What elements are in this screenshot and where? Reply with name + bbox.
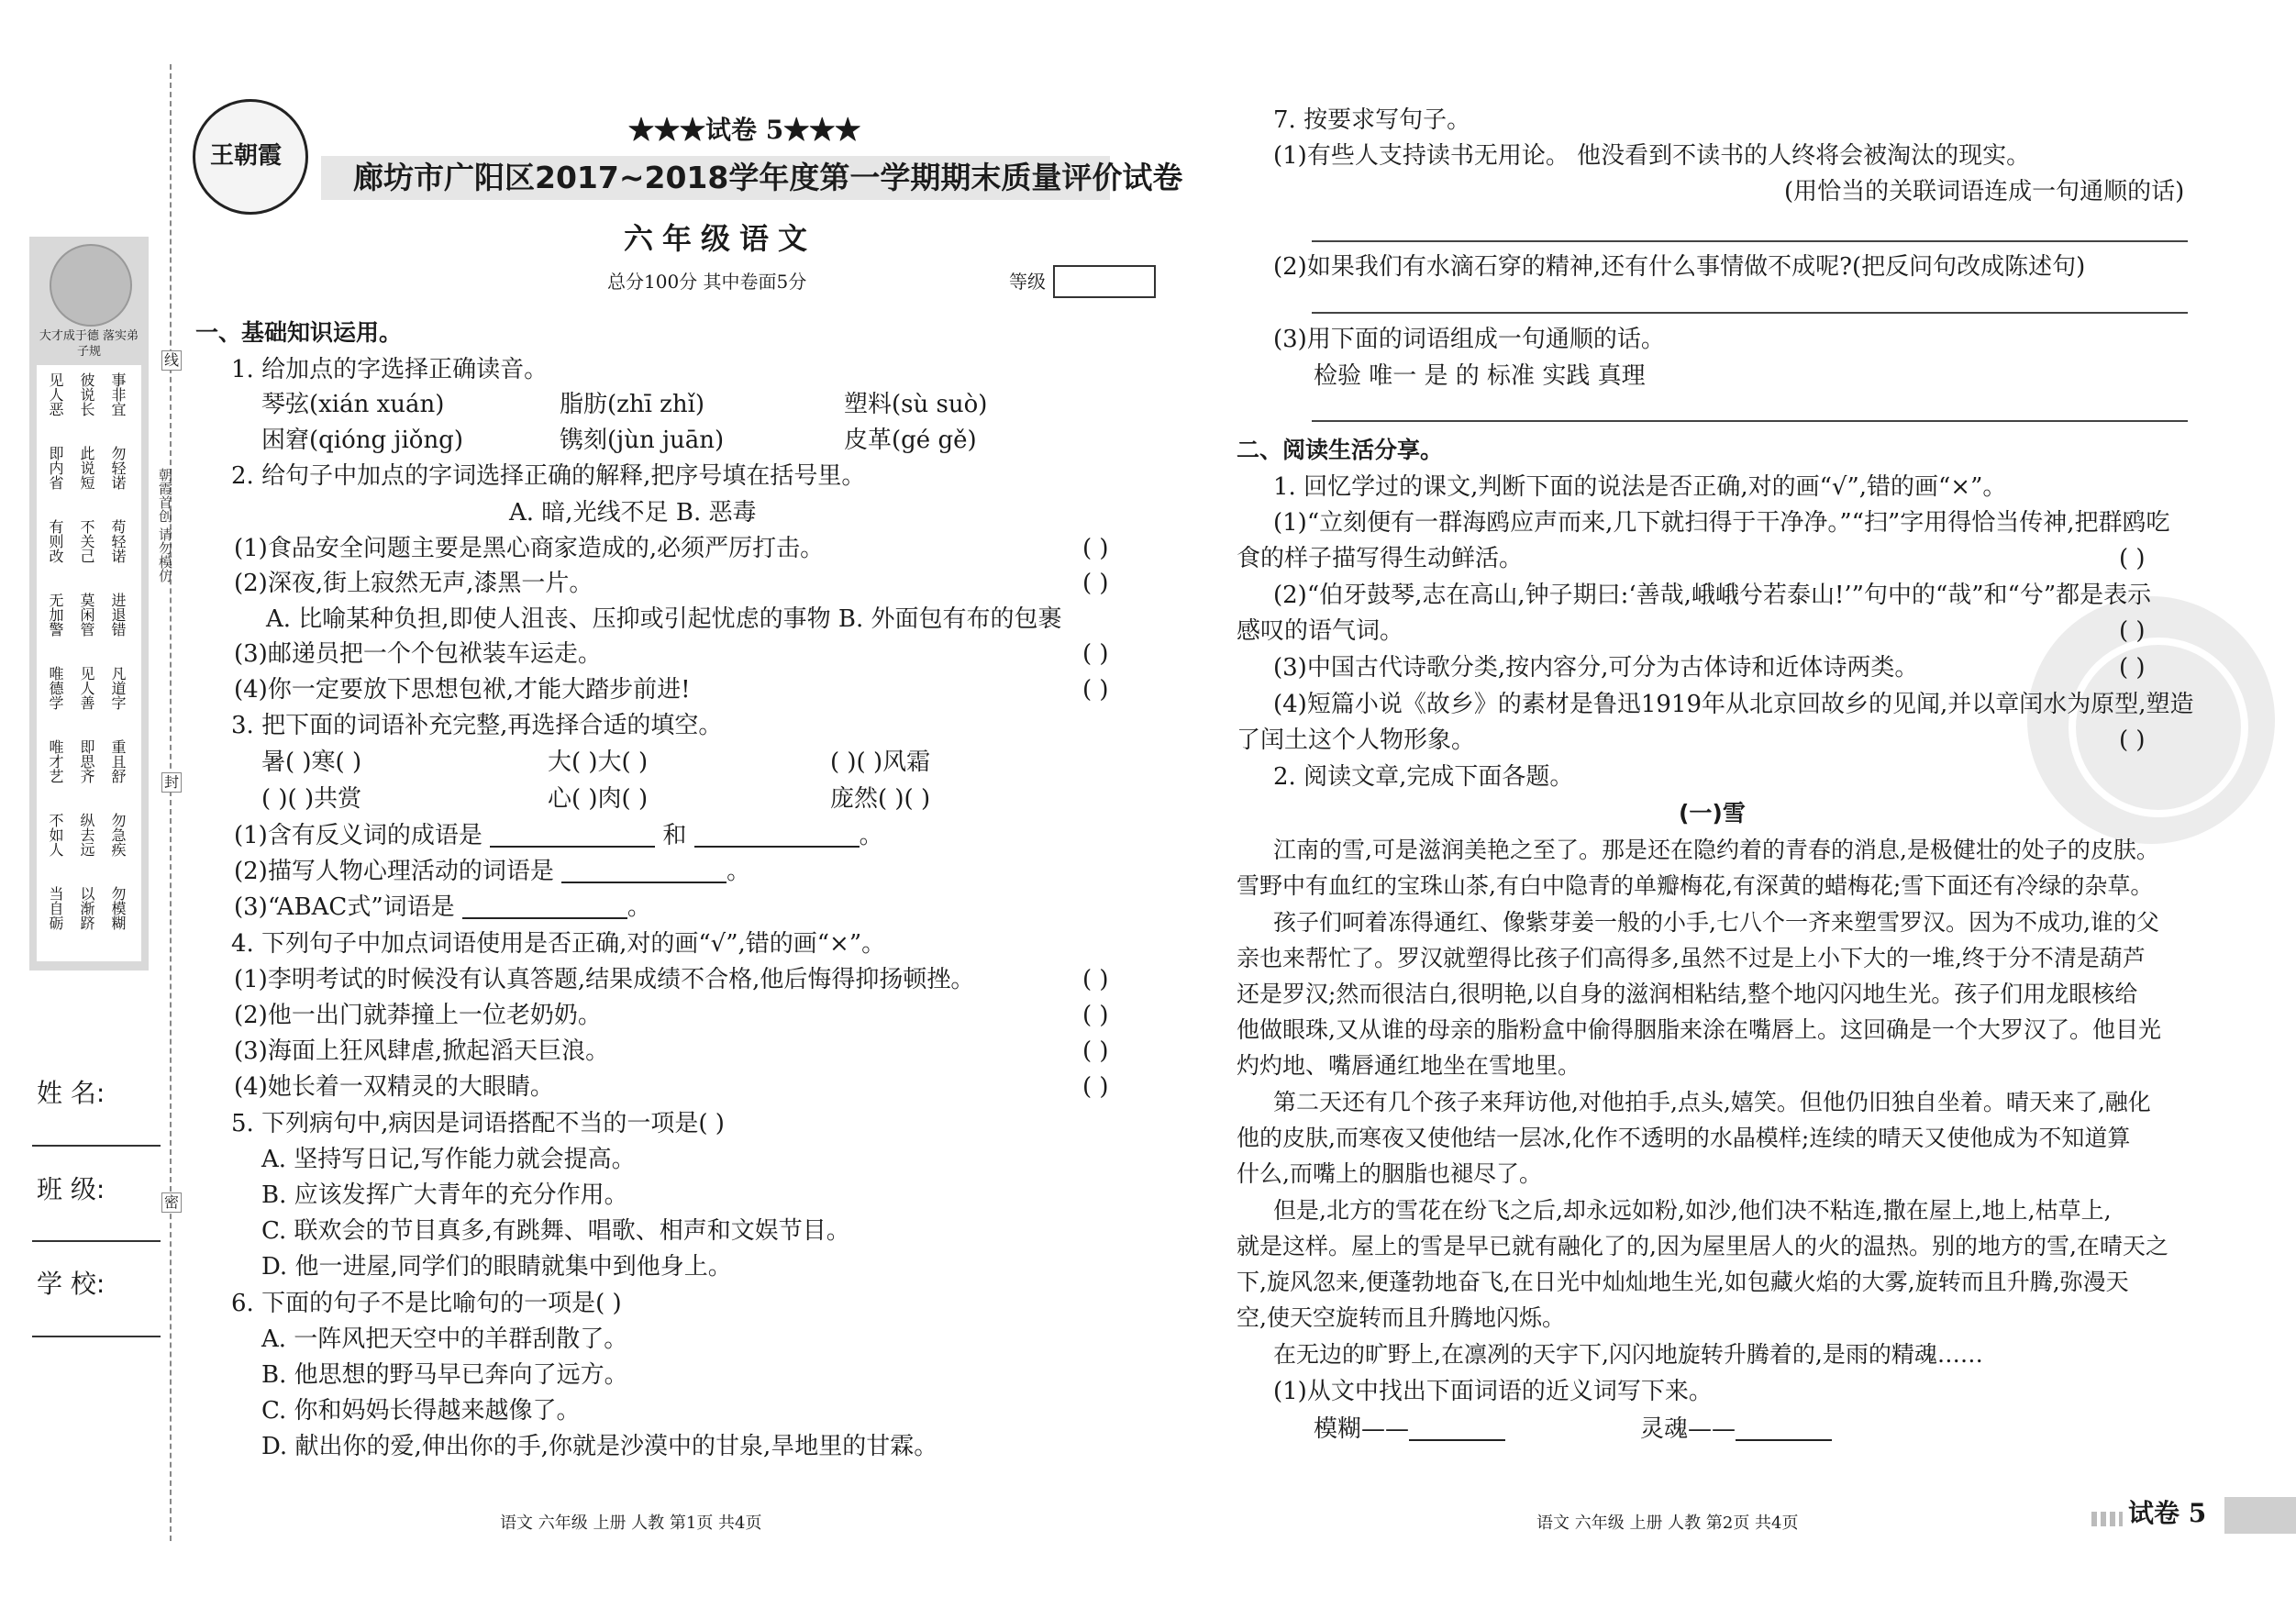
q6-option-b[interactable]: B. 他思想的野马早已奔向了远方。 bbox=[261, 1361, 628, 1389]
q2-item-4: (4)你一定要放下思想包袱,才能大踏步前进! bbox=[234, 676, 691, 704]
passage-line-15: 在无边的旷野上,在凛冽的天宇下,闪闪地旋转升腾着的,是雨的精魂…… bbox=[1273, 1341, 1983, 1368]
q3-blank-2[interactable] bbox=[561, 861, 727, 883]
q3-period-1: 。 bbox=[859, 822, 883, 849]
q3-word-2[interactable]: 大( )大( ) bbox=[548, 749, 649, 776]
section-1-title: 一、基础知识运用。 bbox=[195, 319, 403, 346]
sidebar-panel bbox=[29, 237, 149, 970]
sidebar-rule-text: 有则改 bbox=[47, 519, 64, 563]
copyright-note: 朝霞首创 请勿模仿 bbox=[157, 468, 173, 582]
subject-title: 六年级语文 bbox=[624, 221, 817, 256]
q7-item-2: (2)如果我们有水滴石穿的精神,还有什么事情做不成呢?(把反问句改成陈述句) bbox=[1273, 253, 2086, 281]
passage-line-5: 还是罗汉;然而很洁白,很明艳,以自身的滋润相粘结,整个地闪闪地生光。孩子们用龙眼核给 bbox=[1237, 981, 2138, 1007]
q3-word-4[interactable]: ( )( )共赏 bbox=[261, 785, 362, 813]
q7-answer-2[interactable] bbox=[1312, 312, 2188, 314]
grade-box[interactable] bbox=[1053, 265, 1156, 298]
paper-tag: 试卷 5 bbox=[2128, 1498, 2207, 1528]
q4-item-4: (4)她长着一双精灵的大眼睛。 bbox=[234, 1073, 554, 1101]
synonym-2 bbox=[1640, 1417, 1832, 1441]
r1-answer-1[interactable]: ( ) bbox=[2119, 545, 2146, 572]
q1-item-e: 镌刻(jùn juān) bbox=[560, 427, 725, 454]
sidebar-rule-text: 见人恶 bbox=[47, 372, 64, 416]
passage-title: (一)雪 bbox=[1679, 800, 1746, 826]
class-field[interactable] bbox=[32, 1240, 161, 1242]
q1-item-c: 塑料(sù suò) bbox=[844, 391, 988, 418]
synonym-2-label: 灵魂—— bbox=[1640, 1415, 1736, 1443]
q6-option-d[interactable]: D. 献出你的爱,伸出你的手,你就是沙漠中的甘泉,旱地里的甘霖。 bbox=[261, 1433, 938, 1460]
q3-period-2: 。 bbox=[727, 858, 751, 885]
sidebar-rule-text: 唯才艺 bbox=[47, 739, 64, 783]
q1-item-a: 琴弦(xián xuán) bbox=[261, 391, 445, 418]
score-meta: 总分100分 其中卷面5分 bbox=[607, 271, 807, 293]
q4-answer-2[interactable]: ( ) bbox=[1082, 1002, 1109, 1029]
scholar-avatar-icon bbox=[50, 244, 132, 327]
q3-item-3-text: (3)“ABAC式”词语是 bbox=[234, 893, 455, 921]
q4-answer-3[interactable]: ( ) bbox=[1082, 1037, 1109, 1065]
q4-prompt: 4. 下列句子中加点词语使用是否正确,对的画“√”,错的画“×”。 bbox=[231, 930, 886, 958]
passage-line-3: 孩子们呵着冻得通红、像紫芽姜一般的小手,七八个一齐来塑雪罗汉。因为不成功,谁的父 bbox=[1273, 909, 2159, 936]
sidebar-rule-text: 不如人 bbox=[47, 813, 64, 857]
q4-item-3: (3)海面上狂风肆虐,掀起滔天巨浪。 bbox=[234, 1037, 610, 1065]
school-label: 学 校: bbox=[37, 1269, 105, 1299]
r1-item-3: (3)中国古代诗歌分类,按内容分,可分为古体诗和近体诗两类。 bbox=[1273, 654, 1919, 682]
exam-title: 廊坊市广阳区2017~2018学年度第一学期期末质量评价试卷 bbox=[353, 160, 1183, 195]
q3-blank-3[interactable] bbox=[462, 897, 627, 919]
seal-mark-feng: 封 bbox=[161, 772, 182, 793]
section-2-title: 二、阅读生活分享。 bbox=[1237, 437, 1444, 463]
r1-answer-2[interactable]: ( ) bbox=[2119, 617, 2146, 645]
q3-word-6[interactable]: 庞然( )( ) bbox=[830, 785, 931, 813]
r1-answer-3[interactable]: ( ) bbox=[2119, 654, 2146, 682]
q2-item-2: (2)深夜,街上寂然无声,漆黑一片。 bbox=[234, 570, 593, 597]
q5-option-a[interactable]: A. 坚持写日记,写作能力就会提高。 bbox=[261, 1146, 636, 1173]
sidebar-rule-text: 进退错 bbox=[109, 593, 127, 637]
q6-option-a[interactable]: A. 一阵风把天空中的羊群刮散了。 bbox=[261, 1325, 628, 1353]
passage-line-4: 亲也来帮忙了。罗汉就塑得比孩子们高得多,虽然不过是上小下大的一堆,终于分不清是葫芦 bbox=[1237, 945, 2146, 971]
q2-prompt: 2. 给句子中加点的字词选择正确的解释,把序号填在括号里。 bbox=[231, 462, 866, 490]
passage-line-2: 雪野中有血红的宝珠山茶,有白中隐青的单瓣梅花,有深黄的蜡梅花;雪下面还有冷绿的杂草。 bbox=[1237, 872, 2154, 899]
sidebar-rule-text: 彼说长 bbox=[78, 372, 95, 416]
q4-item-2: (2)他一出门就莽撞上一位老奶奶。 bbox=[234, 1002, 602, 1029]
passage-line-12: 就是这样。屋上的雪是早已就有融化了的,因为屋里居人的火的温热。别的地方的雪,在晴天之 bbox=[1237, 1233, 2168, 1259]
q1-prompt: 1. 给加点的字选择正确读音。 bbox=[231, 356, 549, 383]
q3-item-3 bbox=[234, 895, 651, 919]
sidebar-rule-text: 以渐跻 bbox=[78, 886, 95, 930]
tag-bar bbox=[2224, 1497, 2296, 1534]
paper-number: ★★★试卷 5★★★ bbox=[628, 115, 861, 145]
passage-line-13: 下,旋风忽来,便蓬勃地奋飞,在日光中灿灿地生光,如包藏火焰的大雾,旋转而且升腾,弥漫天 bbox=[1237, 1269, 2129, 1295]
passage-line-9: 他的皮肤,而寒夜又使他结一层冰,化作不透明的水晶模样;连续的晴天又使他成为不知道算 bbox=[1237, 1125, 2131, 1151]
sidebar-rule-text: 即内省 bbox=[47, 446, 64, 490]
r2-item-1: (1)从文中找出下面词语的近义词写下来。 bbox=[1273, 1378, 1713, 1405]
sidebar-rule-text: 不关己 bbox=[78, 519, 95, 563]
tag-dots bbox=[2091, 1512, 2123, 1526]
sidebar-rule-text: 见人善 bbox=[78, 666, 95, 710]
school-field[interactable] bbox=[32, 1336, 161, 1337]
sidebar-rule-text: 勿轻诺 bbox=[109, 446, 127, 490]
q7-item-1-hint: (用恰当的关联词语连成一句通顺的话) bbox=[1784, 178, 2185, 205]
q1-item-f: 皮革(gé gě) bbox=[844, 427, 977, 454]
r1-item-1a: (1)“立刻便有一群海鸥应声而来,几下就扫得于干净净。”“扫”字用得恰当传神,把群鸥吃 bbox=[1273, 509, 2170, 537]
synonym-2-blank[interactable] bbox=[1736, 1419, 1832, 1441]
sidebar-rule-text: 唯德学 bbox=[47, 666, 64, 710]
q1-item-b: 脂肪(zhī zhǐ) bbox=[560, 391, 705, 418]
sidebar-rule-text: 无加警 bbox=[47, 593, 64, 637]
r1-answer-4[interactable]: ( ) bbox=[2119, 726, 2146, 754]
q1-item-d: 困窘(qióng jiǒng) bbox=[261, 427, 463, 454]
q4-item-1: (1)李明考试的时候没有认真答题,结果成绩不合格,他后悔得抑扬顿挫。 bbox=[234, 966, 975, 993]
q3-blank-1a[interactable] bbox=[490, 826, 655, 848]
q5-option-b[interactable]: B. 应该发挥广大青年的充分作用。 bbox=[261, 1181, 628, 1209]
watermark-ring bbox=[2069, 638, 2248, 817]
q2-answer-1[interactable]: ( ) bbox=[1082, 535, 1109, 562]
passage-line-10: 什么,而嘴上的胭脂也褪尽了。 bbox=[1237, 1160, 1542, 1187]
passage-line-6: 他做眼珠,又从谁的母亲的脂粉盒中偷得胭脂来涂在嘴唇上。这回确是一个大罗汉了。他目光 bbox=[1237, 1016, 2161, 1043]
q6-prompt: 6. 下面的句子不是比喻句的一项是( ) bbox=[231, 1290, 622, 1317]
q2-answer-2[interactable]: ( ) bbox=[1082, 570, 1109, 597]
sidebar-motto: 大才成于德 落实弟子规 bbox=[39, 329, 139, 359]
sidebar-rule-text: 当自砺 bbox=[47, 886, 64, 930]
q5-option-c[interactable]: C. 联欢会的节目真多,有跳舞、唱歌、相声和文娱节目。 bbox=[261, 1217, 850, 1245]
q2-item-3: (3)邮递员把一个个包袱装车运走。 bbox=[234, 640, 602, 668]
r1-item-2b: 感叹的语气词。 bbox=[1237, 617, 1404, 645]
synonym-1 bbox=[1314, 1417, 1505, 1441]
sidebar-rule-text: 此说短 bbox=[78, 446, 95, 490]
sidebar-rules bbox=[37, 365, 141, 961]
name-field[interactable] bbox=[32, 1145, 161, 1147]
q7-prompt: 7. 按要求写句子。 bbox=[1273, 106, 1471, 134]
q3-word-5[interactable]: 心( )肉( ) bbox=[548, 785, 649, 813]
q2-options-2: A. 比喻某种负担,即使人沮丧、压抑或引起忧虑的事物 B. 外面包有布的包裹 bbox=[266, 605, 1062, 633]
q6-option-c[interactable]: C. 你和妈妈长得越来越像了。 bbox=[261, 1397, 581, 1425]
q3-word-1[interactable]: 暑( )寒( ) bbox=[261, 749, 362, 776]
passage-line-1: 江南的雪,可是滋润美艳之至了。那是还在隐约着的青春的消息,是极健壮的处子的皮肤。 bbox=[1273, 837, 2159, 863]
r1-item-2a: (2)“伯牙鼓琴,志在高山,钟子期曰:‘善哉,峨峨兮若泰山!’”句中的“哉”和“兮”都是表示 bbox=[1273, 582, 2152, 609]
q3-item-1 bbox=[234, 824, 883, 848]
q3-blank-1b[interactable] bbox=[694, 826, 860, 848]
class-label: 班 级: bbox=[37, 1174, 105, 1204]
q2-item-1: (1)食品安全问题主要是黑心商家造成的,必须严厉打击。 bbox=[234, 535, 825, 562]
name-label: 姓 名: bbox=[37, 1078, 105, 1108]
sidebar-rule-text: 纵去远 bbox=[78, 813, 95, 857]
sidebar-rule-text: 勿模糊 bbox=[109, 886, 127, 930]
q3-item-2-text: (2)描写人物心理活动的词语是 bbox=[234, 858, 554, 885]
r2-prompt: 2. 阅读文章,完成下面各题。 bbox=[1273, 763, 1574, 791]
sidebar-rule-text: 莫闲管 bbox=[78, 593, 95, 637]
q3-period-3: 。 bbox=[627, 893, 651, 921]
r1-prompt: 1. 回忆学过的课文,判断下面的说法是否正确,对的画“√”,错的画“×”。 bbox=[1273, 473, 2007, 501]
passage-line-8: 第二天还有几个孩子来拜访他,对他拍手,点头,嬉笑。但他仍旧独自坐着。晴天来了,融化 bbox=[1273, 1089, 2151, 1115]
q3-word-3[interactable]: ( )( )风霜 bbox=[830, 749, 931, 776]
q7-answer-3[interactable] bbox=[1312, 420, 2188, 422]
binding-dashed-line bbox=[170, 64, 172, 1541]
sidebar-rule-text: 重且舒 bbox=[109, 739, 127, 783]
sidebar-rule-text: 事非宜 bbox=[109, 372, 127, 416]
r1-item-1b: 食的样子描写得生动鲜活。 bbox=[1237, 545, 1524, 572]
synonym-1-blank[interactable] bbox=[1409, 1419, 1505, 1441]
q5-prompt: 5. 下列病句中,病因是词语搭配不当的一项是( ) bbox=[231, 1110, 725, 1137]
q7-item-3: (3)用下面的词语组成一句通顺的话。 bbox=[1273, 326, 1665, 353]
q4-answer-1[interactable]: ( ) bbox=[1082, 966, 1109, 993]
q7-answer-1[interactable] bbox=[1312, 240, 2188, 242]
right-footer: 语文 六年级 上册 人教 第2页 共4页 bbox=[1536, 1514, 1799, 1533]
sidebar-rule-text: 勿急疾 bbox=[109, 813, 127, 857]
passage-line-7: 灼灼地、嘴唇通红地坐在雪地里。 bbox=[1237, 1052, 1581, 1079]
q3-and: 和 bbox=[662, 822, 687, 849]
passage-line-11: 但是,北方的雪花在纷飞之后,却永远如粉,如沙,他们决不粘连,撒在屋上,地上,枯草上, bbox=[1273, 1197, 2112, 1224]
r1-item-4b: 了闰土这个人物形象。 bbox=[1237, 726, 1476, 754]
seal-mark-xian: 线 bbox=[161, 350, 182, 371]
r1-item-4a: (4)短篇小说《故乡》的素材是鲁迅1919年从北京回故乡的见闻,并以章闰水为原型,塑造 bbox=[1273, 691, 2194, 718]
q7-item-3-words: 检验 唯一 是 的 标准 实践 真理 bbox=[1314, 362, 1646, 390]
logo-text: 王朝霞 bbox=[210, 142, 283, 170]
q4-answer-4[interactable]: ( ) bbox=[1082, 1073, 1109, 1101]
q3-prompt: 3. 把下面的词语补充完整,再选择合适的填空。 bbox=[231, 712, 723, 739]
brand-logo bbox=[193, 99, 308, 215]
q2-answer-3[interactable]: ( ) bbox=[1082, 640, 1109, 668]
seal-mark-mi: 密 bbox=[161, 1192, 182, 1213]
passage-line-14: 空,使天空旋转而且升腾地闪烁。 bbox=[1237, 1304, 1565, 1331]
q3-item-2 bbox=[234, 859, 750, 883]
grade-label: 等级 bbox=[1009, 271, 1046, 293]
q5-option-d[interactable]: D. 他一进屋,同学们的眼睛就集中到他身上。 bbox=[261, 1253, 732, 1281]
q2-answer-4[interactable]: ( ) bbox=[1082, 676, 1109, 704]
left-footer: 语文 六年级 上册 人教 第1页 共4页 bbox=[500, 1514, 762, 1533]
synonym-1-label: 模糊—— bbox=[1314, 1415, 1410, 1443]
sidebar-rule-text: 凡道字 bbox=[109, 666, 127, 710]
sidebar-rule-text: 苟轻诺 bbox=[109, 519, 127, 563]
q3-item-1-text: (1)含有反义词的成语是 bbox=[234, 822, 482, 849]
q2-options-1: A. 暗,光线不足 B. 恶毒 bbox=[509, 499, 757, 527]
sidebar-rule-text: 即思齐 bbox=[78, 739, 95, 783]
q7-item-1: (1)有些人支持读书无用论。 他没看到不读书的人终将会被淘汰的现实。 bbox=[1273, 142, 2031, 170]
